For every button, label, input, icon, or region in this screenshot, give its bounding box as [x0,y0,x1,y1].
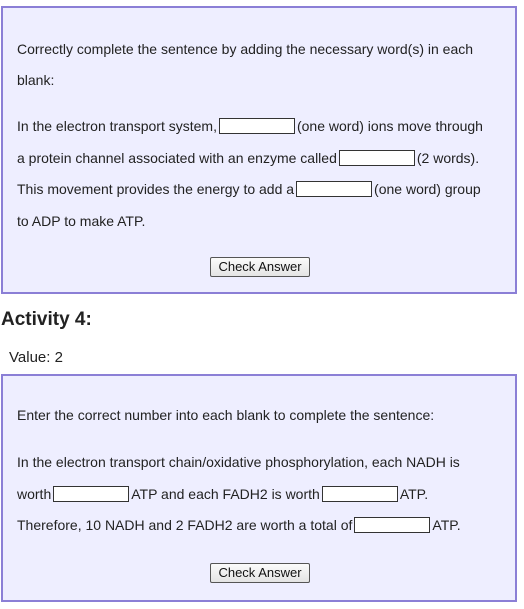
sentence-text: a protein channel associated with an enzyme called [17,150,337,166]
activity-3-panel [1,6,517,294]
activity-3-sentence-line-4 [17,211,145,231]
activity-4-panel [1,374,517,602]
activity-3-instruction [17,39,473,59]
sentence-text: ATP and each FADH2 is worth [131,486,320,502]
instruction-text-cont: blank: [17,72,55,88]
activity-3-instruction-cont [17,70,54,90]
sentence-text: (2 words). [416,150,480,166]
sentence-text: ATP. [432,517,461,533]
activity-4-sentence-line-2 [17,484,428,504]
sentence-text: (one word) ions move through [296,118,483,134]
check-answer-button[interactable]: Check Answer [210,563,310,583]
nadh-atp-input[interactable] [53,486,129,502]
activity-4-instruction [17,405,434,425]
sentence-text: ATP. [399,486,429,502]
sentence-text: Therefore, 10 NADH and 2 FADH2 are worth a total of [17,517,353,533]
instruction-text: Enter the correct number into each blank to complete the sentence: [17,407,435,423]
activity-3-sentence-line-1 [17,116,483,136]
enzyme-name-input[interactable] [339,150,415,166]
sentence-text: In the electron transport system, [17,118,217,134]
fadh2-atp-input[interactable] [322,486,398,502]
activity-4-heading: Activity 4: [1,309,92,330]
total-atp-input[interactable] [354,517,430,533]
check-answer-button[interactable]: Check Answer [210,257,310,277]
instruction-text: Correctly complete the sentence by adding the necessary word(s) in each [17,41,474,57]
sentence-text: worth [17,486,52,502]
activity-3-sentence-line-2 [17,148,479,168]
sentence-text: to ADP to make ATP. [17,213,146,229]
ion-type-input[interactable] [219,118,295,134]
activity-3-sentence-line-3 [17,179,481,199]
sentence-text: In the electron transport chain/oxidative phosphorylation, each NADH is [17,454,460,470]
sentence-text: This movement provides the energy to add a [17,181,295,197]
sentence-text: (one word) group [374,181,481,197]
activity-4-sentence-line-1 [17,452,460,472]
group-name-input[interactable] [296,181,372,197]
activity-4-sentence-line-3 [17,515,461,535]
activity-4-value: Value: 2 [9,349,63,366]
